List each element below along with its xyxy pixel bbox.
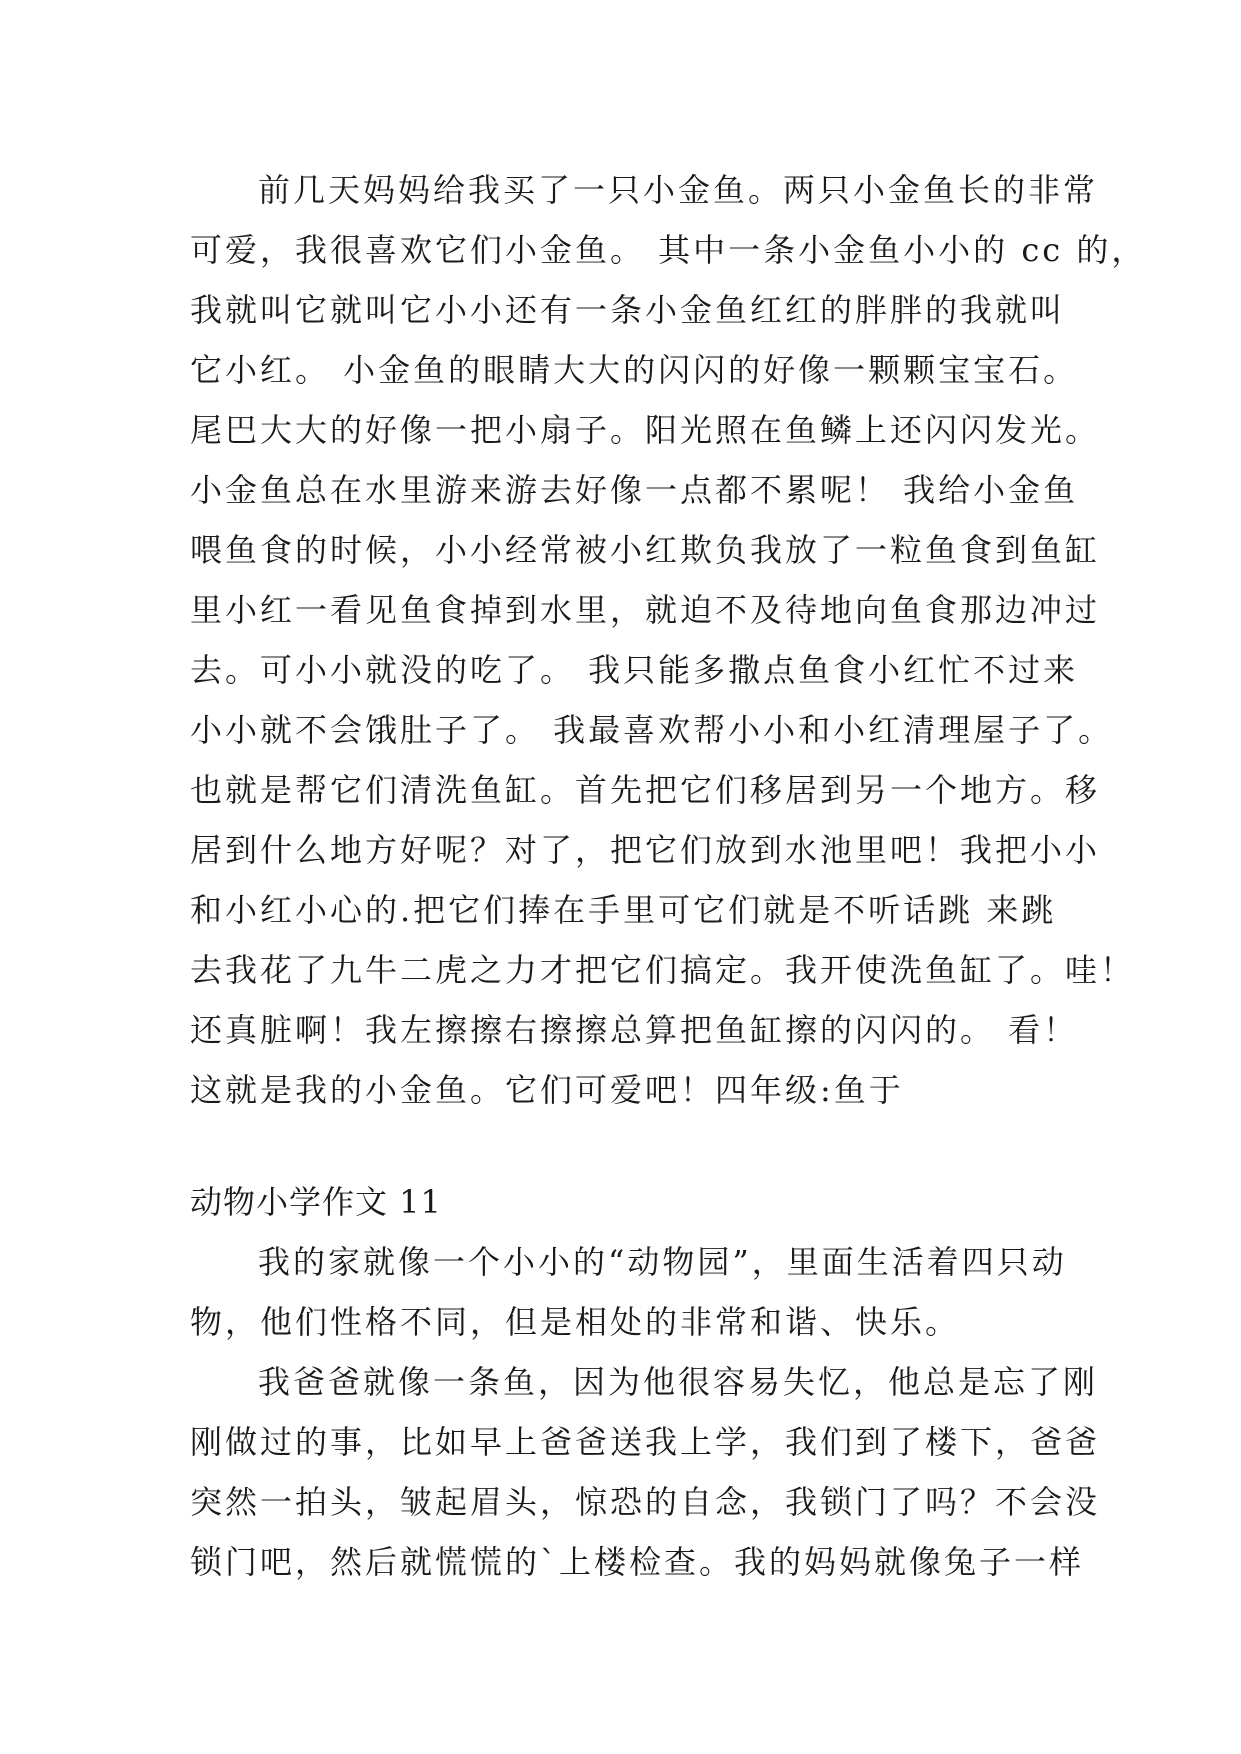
text-line: 还真脏啊！我左擦擦右擦擦总算把鱼缸擦的闪闪的。 看！ bbox=[190, 1011, 1079, 1049]
text-line: 刚做过的事，比如早上爸爸送我上学，我们到了楼下，爸爸 bbox=[190, 1423, 1101, 1461]
document-body bbox=[190, 160, 1147, 1592]
paragraph-goldfish bbox=[190, 160, 1147, 1120]
text-line: 这就是我的小金鱼。它们可爱吧！四年级:鱼于 bbox=[190, 1071, 904, 1109]
text-line: 突然一拍头，皱起眉头，惊恐的自念，我锁门了吗？不会没 bbox=[190, 1483, 1101, 1521]
text-line: 去。可小小就没的吃了。 我只能多撒点鱼食小红忙不过来 bbox=[190, 651, 1079, 689]
text-line: 里小红一看见鱼食掉到水里，就迫不及待地向鱼食那边冲过 bbox=[190, 591, 1101, 629]
text-line: 和小红小心的.把它们捧在手里可它们就是不听话跳 来跳 bbox=[190, 891, 1057, 929]
text-line: 它小红。 小金鱼的眼睛大大的闪闪的好像一颗颗宝宝石。 bbox=[190, 351, 1079, 389]
text-line: 小小就不会饿肚子了。 我最喜欢帮小小和小红清理屋子了。 bbox=[190, 711, 1114, 749]
text-line: 喂鱼食的时候，小小经常被小红欺负我放了一粒鱼食到鱼缸 bbox=[190, 531, 1101, 569]
text-line: 锁门吧，然后就慌慌的`上楼检查。我的妈妈就像兔子一样 bbox=[190, 1543, 1085, 1581]
paragraph-father-fish bbox=[190, 1352, 1101, 1592]
text-line: 我爸爸就像一条鱼，因为他很容易失忆，他总是忘了刚 bbox=[258, 1363, 1099, 1401]
text-line: 也就是帮它们清洗鱼缸。首先把它们移居到另一个地方。移 bbox=[190, 771, 1101, 809]
text-line: 我的家就像一个小小的“动物园”，里面生活着四只动 bbox=[258, 1243, 1067, 1281]
text-line: 尾巴大大的好像一把小扇子。阳光照在鱼鳞上还闪闪发光。 bbox=[190, 411, 1101, 449]
text-line: 前几天妈妈给我买了一只小金鱼。两只小金鱼长的非常 bbox=[258, 171, 1099, 209]
section-title: 动物小学作文 11 bbox=[190, 1183, 442, 1221]
text-line: 可爱，我很喜欢它们小金鱼。 其中一条小金鱼小小的 cc 的， bbox=[190, 231, 1147, 269]
section-spacer bbox=[190, 1120, 1070, 1172]
paragraph-family-zoo bbox=[190, 1232, 1070, 1352]
text-line: 小金鱼总在水里游来游去好像一点都不累呢！ 我给小金鱼 bbox=[190, 471, 1079, 509]
text-line: 居到什么地方好呢？对了，把它们放到水池里吧！我把小小 bbox=[190, 831, 1101, 869]
text-line: 去我花了九牛二虎之力才把它们搞定。我开使洗鱼缸了。哇！ bbox=[190, 951, 1136, 989]
text-line: 物，他们性格不同，但是相处的非常和谐、快乐。 bbox=[190, 1303, 961, 1341]
text-line: 我就叫它就叫它小小还有一条小金鱼红红的胖胖的我就叫 bbox=[190, 291, 1066, 329]
